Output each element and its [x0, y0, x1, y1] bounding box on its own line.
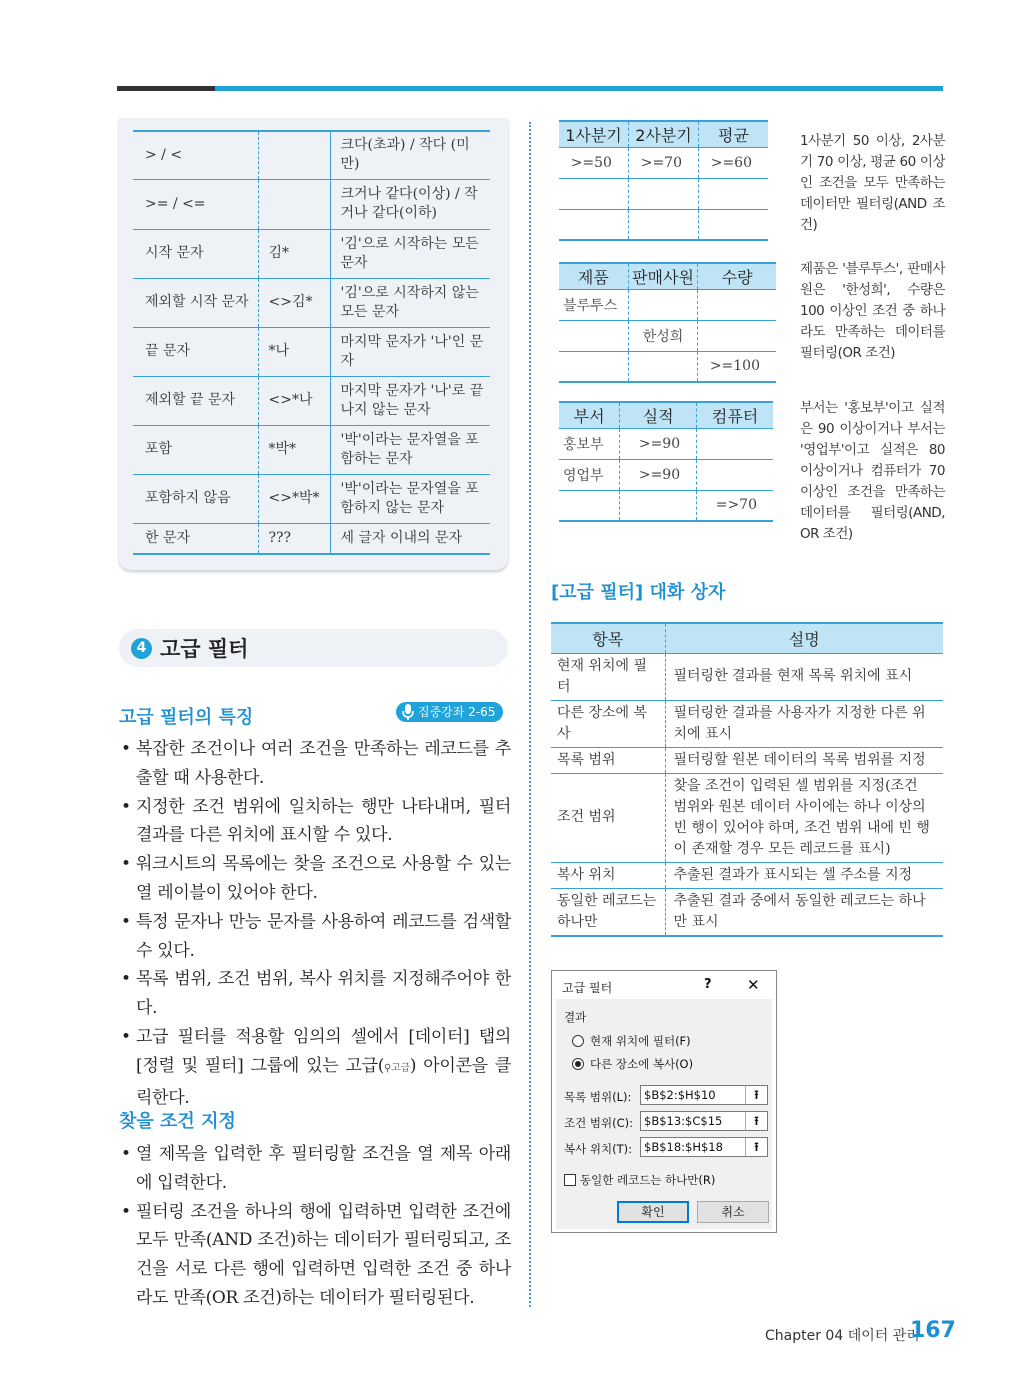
- criteria-note-and: 1사분기 50 이상, 2사분기 70 이상, 평균 60 이상인 조건을 모두 만족하는 데이터만 필터링(AND 조건): [800, 133, 945, 233]
- option-desc: 필터링할 원본 데이터의 목록 범위를 지정: [665, 747, 943, 773]
- criteria-row: [559, 178, 768, 209]
- criteria-cell: 홍보부: [559, 428, 620, 459]
- list-range-input[interactable]: [640, 1085, 768, 1105]
- wildcard-symbol: 한 문자: [133, 523, 258, 554]
- lecture-tag[interactable]: [396, 702, 503, 722]
- criteria-note-or: 제품은 '블루투스', 판매사원은 '한성희', 수량은 100 이상인 조건 중 하나라도 만족하는 데이터를 필터링(OR 조건): [800, 261, 945, 361]
- header-desc: 설명: [665, 623, 943, 653]
- advanced-filter-dialog: [551, 970, 777, 1233]
- criteria-cell: >=90: [620, 459, 697, 490]
- criteria-row: [559, 490, 773, 521]
- criteria-row: [559, 209, 768, 240]
- wildcard-table: [133, 130, 490, 555]
- wildcard-symbol: 제외할 끝 문자: [133, 376, 258, 425]
- wildcard-symbol: > / <: [133, 131, 258, 179]
- criteria-header: 수량: [698, 263, 776, 289]
- feature-bullet-text: 고급 필터를 적용할 임의의 셀에서 [데이터] 탭의 [정렬 및 필터] 그룹에 있는 고급(: [136, 1026, 511, 1076]
- wildcard-row: [133, 327, 490, 376]
- list-range-value: $B$2:$H$10: [644, 1088, 716, 1102]
- criteria-range-input[interactable]: [640, 1111, 768, 1131]
- criteria-cell: [628, 209, 698, 240]
- criteria-header: 평균: [699, 121, 769, 147]
- criteria-spec-bullet: • 열 제목을 입력한 후 필터링할 조건을 열 제목 아래에 입력한다.: [119, 1140, 511, 1198]
- header-item: 항목: [551, 623, 665, 653]
- criteria-cell: >=100: [698, 351, 776, 382]
- option-item: 다른 장소에 복사: [551, 700, 665, 747]
- dialog-option-row: [551, 653, 943, 700]
- option-item: 현재 위치에 필터: [551, 653, 665, 700]
- range-picker-icon[interactable]: ⭱: [745, 1112, 767, 1130]
- wildcard-symbol: 포함하지 않음: [133, 474, 258, 523]
- option-desc: 추출된 결과가 표시되는 셀 주소를 지정: [665, 862, 943, 888]
- feature-bullet: • 특정 문자나 만능 문자를 사용하여 레코드를 검색할 수 있다.: [119, 908, 511, 966]
- criteria-cell: >=70: [628, 147, 698, 178]
- header-rule-dark: [117, 86, 215, 91]
- criteria-row: [559, 351, 776, 382]
- criteria-row: [559, 459, 773, 490]
- criteria-header: 판매사원: [628, 263, 698, 289]
- criteria-example-and: [559, 120, 768, 241]
- option-desc: 필터링한 결과를 현재 목록 위치에 표시: [665, 653, 943, 700]
- header-rule-accent: [215, 86, 943, 91]
- criteria-example-and-or: [559, 401, 773, 522]
- features-list: [119, 735, 511, 1112]
- option-desc: 찾을 조건이 입력된 셀 범위를 지정(조건 범위와 원본 데이터 사이에는 하나 이상의 빈 행이 있어야 하며, 조건 범위 내에 빈 행이 존재할 경우 모든 레코드를 표시): [665, 773, 943, 862]
- chapter-label: Chapter 04 데이터 관리: [765, 1328, 920, 1344]
- wildcard-example: <>*나: [258, 376, 330, 425]
- wildcard-symbol: 끝 문자: [133, 327, 258, 376]
- criteria-cell: 한성희: [628, 320, 698, 351]
- criteria-header: 실적: [620, 402, 697, 428]
- option-desc: 추출된 결과 중에서 동일한 레코드는 하나만 표시: [665, 888, 943, 936]
- wildcard-desc: '김'으로 시작하는 모든 문자: [330, 229, 490, 278]
- range-picker-icon[interactable]: ⭱: [745, 1086, 767, 1104]
- feature-bullet: • 복잡한 조건이나 여러 조건을 만족하는 레코드를 추출할 때 사용한다.: [119, 735, 511, 793]
- wildcard-symbol: 제외할 시작 문자: [133, 278, 258, 327]
- radio-filter-label: 현재 위치에 필터(F): [590, 1034, 691, 1048]
- wildcard-example: 김*: [258, 229, 330, 278]
- dialog-option-row: [551, 773, 943, 862]
- criteria-spec-list: [119, 1140, 511, 1313]
- criteria-cell: [628, 178, 698, 209]
- feature-bullet-text: ) 아이콘을 클릭한다.: [136, 1055, 511, 1108]
- wildcard-symbol: 포함: [133, 425, 258, 474]
- criteria-cell: [559, 490, 620, 521]
- copy-to-label: 복사 위치(T):: [564, 1142, 632, 1156]
- advanced-filter-icon: [384, 1063, 410, 1074]
- dialog-option-row: [551, 747, 943, 773]
- copy-to-value: $B$18:$H$18: [644, 1140, 723, 1154]
- dialog-option-row: [551, 700, 943, 747]
- radio-copy-to[interactable]: [572, 1058, 584, 1070]
- dialog-body: [556, 999, 772, 1229]
- wildcard-desc: 마지막 문자가 '나'로 끝나지 않는 문자: [330, 376, 490, 425]
- wildcard-row: [133, 278, 490, 327]
- criteria-cell: [697, 428, 773, 459]
- wildcard-symbol: >= / <=: [133, 179, 258, 229]
- criteria-header: 컴퓨터: [697, 402, 773, 428]
- features-title: 고급 필터의 특징: [119, 707, 254, 728]
- criteria-cell: [698, 289, 776, 320]
- criteria-cell: [628, 351, 698, 382]
- criteria-cell: 블루투스: [559, 289, 628, 320]
- wildcard-example: [258, 131, 330, 179]
- criteria-cell: [559, 320, 628, 351]
- criteria-cell: >=60: [699, 147, 769, 178]
- criteria-row: [559, 428, 773, 459]
- wildcard-example: *박*: [258, 425, 330, 474]
- cancel-button[interactable]: 취소: [697, 1201, 769, 1223]
- feature-bullet: • 지정한 조건 범위에 일치하는 행만 나타내며, 필터 결과를 다른 위치에 표시할 수 있다.: [119, 793, 511, 851]
- lecture-tag-label: 집중강좌 2-65: [418, 705, 496, 719]
- feature-bullet: • 워크시트의 목록에는 찾을 조건으로 사용할 수 있는 열 레이블이 있어야 한다.: [119, 850, 511, 908]
- radio-filter-in-place[interactable]: [572, 1035, 584, 1047]
- wildcard-example: *나: [258, 327, 330, 376]
- criteria-cell: [559, 178, 628, 209]
- wildcard-desc: '김'으로 시작하지 않는 모든 문자: [330, 278, 490, 327]
- microphone-icon: [400, 703, 416, 721]
- feature-bullet: [119, 1023, 511, 1112]
- criteria-cell: [559, 351, 628, 382]
- option-item: 동일한 레코드는 하나만: [551, 888, 665, 936]
- wildcard-desc: '박'이라는 문자열을 포함하지 않는 문자: [330, 474, 490, 523]
- criteria-cell: >=50: [559, 147, 628, 178]
- wildcard-row: [133, 376, 490, 425]
- option-item: 조건 범위: [551, 773, 665, 862]
- wildcard-desc: 크거나 같다(이상) / 작거나 같다(이하): [330, 179, 490, 229]
- radio-copy-label: 다른 장소에 복사(O): [590, 1057, 694, 1071]
- criteria-header: 제품: [559, 263, 628, 289]
- criteria-row: [559, 289, 776, 320]
- dialog-section-title: [고급 필터] 대화 상자: [551, 582, 726, 603]
- criteria-cell: [559, 209, 628, 240]
- advanced-filter-icon-label: 고급: [391, 1062, 410, 1074]
- result-label: 결과: [564, 1010, 587, 1024]
- list-range-label: 목록 범위(L):: [564, 1090, 632, 1104]
- range-picker-icon[interactable]: ⭱: [745, 1138, 767, 1156]
- criteria-example-or: [559, 262, 776, 383]
- criteria-header: 1사분기: [559, 121, 628, 147]
- criteria-cell: [698, 320, 776, 351]
- funnel-icon: ⚲: [384, 1062, 392, 1074]
- option-item: 복사 위치: [551, 862, 665, 888]
- criteria-range-value: $B$13:$C$15: [644, 1114, 723, 1128]
- section-number: 4: [131, 638, 152, 659]
- help-icon[interactable]: ?: [704, 977, 712, 992]
- wildcard-example: <>김*: [258, 278, 330, 327]
- unique-records-checkbox[interactable]: [564, 1174, 576, 1186]
- feature-bullet: • 목록 범위, 조건 범위, 복사 위치를 지정해주어야 한다.: [119, 965, 511, 1023]
- page-number: 167: [910, 1318, 956, 1343]
- wildcard-row: [133, 425, 490, 474]
- close-icon[interactable]: ✕: [747, 976, 760, 994]
- criteria-note-and-or: 부서는 '홍보부'이고 실적은 90 이상이거나 부서는 '영업부'이고 실적은 80 이상이거나 컴퓨터가 70 이상인 조건을 만족하는 데이터를 필터링(AND, OR 조건): [800, 400, 945, 542]
- criteria-spec-title: 찾을 조건 지정: [119, 1111, 236, 1132]
- criteria-cell: >=90: [620, 428, 697, 459]
- criteria-cell: [628, 289, 698, 320]
- criteria-cell: 영업부: [559, 459, 620, 490]
- wildcard-row: [133, 523, 490, 554]
- column-separator: [529, 122, 531, 1307]
- criteria-row: [559, 147, 768, 178]
- wildcard-row: [133, 179, 490, 229]
- criteria-header: 부서: [559, 402, 620, 428]
- criteria-cell: [699, 178, 769, 209]
- dialog-title: 고급 필터: [562, 981, 613, 995]
- criteria-cell: [697, 459, 773, 490]
- ok-button[interactable]: 확인: [617, 1201, 689, 1223]
- criteria-header: 2사분기: [628, 121, 698, 147]
- criteria-row: [559, 320, 776, 351]
- dialog-option-row: [551, 862, 943, 888]
- criteria-cell: =>70: [697, 490, 773, 521]
- wildcard-desc: 세 글자 이내의 문자: [330, 523, 490, 554]
- criteria-range-label: 조건 범위(C):: [564, 1116, 633, 1130]
- unique-records-label: 동일한 레코드는 하나만(R): [580, 1173, 716, 1187]
- dialog-options-table: [551, 622, 943, 937]
- wildcard-desc: 크다(초과) / 작다 (미만): [330, 131, 490, 179]
- option-desc: 필터링한 결과를 사용자가 지정한 다른 위치에 표시: [665, 700, 943, 747]
- criteria-cell: [699, 209, 769, 240]
- option-item: 목록 범위: [551, 747, 665, 773]
- section-title: 고급 필터: [160, 637, 249, 661]
- wildcard-row: [133, 474, 490, 523]
- criteria-spec-bullet: • 필터링 조건을 하나의 행에 입력하면 입력한 조건에 모두 만족(AND 조건)하는 데이터가 필터링되고, 조건을 서로 다른 행에 입력하면 입력한 조건 중 하나라도 만족(OR 조건)하는 데이터가 필터링된다.: [119, 1198, 511, 1313]
- criteria-cell: [620, 490, 697, 521]
- dialog-option-row: [551, 888, 943, 936]
- wildcard-row: [133, 131, 490, 179]
- wildcard-example: [258, 179, 330, 229]
- wildcard-row: [133, 229, 490, 278]
- wildcard-example: <>*박*: [258, 474, 330, 523]
- wildcard-example: ???: [258, 523, 330, 554]
- copy-to-input[interactable]: [640, 1137, 768, 1157]
- wildcard-desc: '박'이라는 문자열을 포함하는 문자: [330, 425, 490, 474]
- wildcard-desc: 마지막 문자가 '나'인 문자: [330, 327, 490, 376]
- wildcard-symbol: 시작 문자: [133, 229, 258, 278]
